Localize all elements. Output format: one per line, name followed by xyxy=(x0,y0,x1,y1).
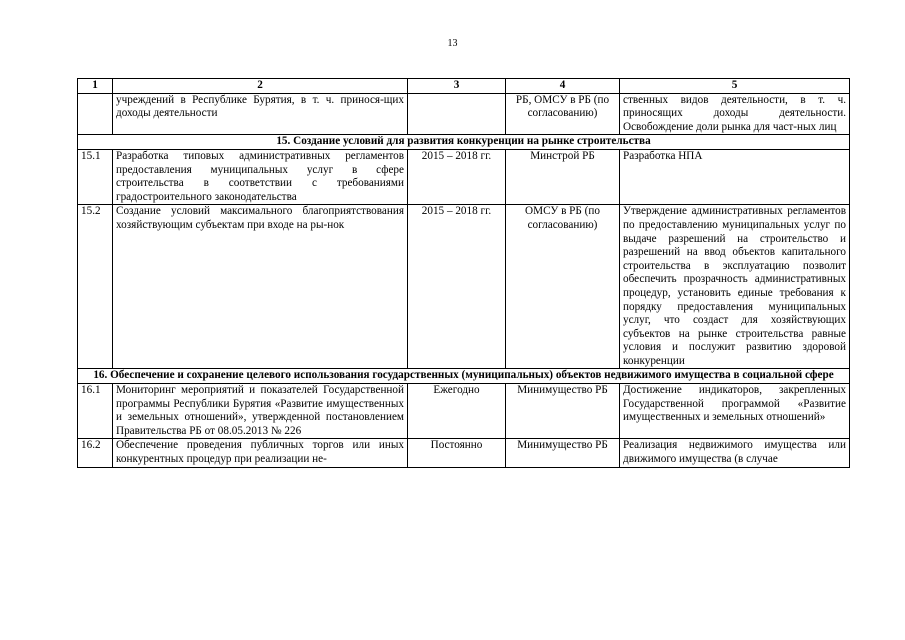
executor-cell: ОМСУ в РБ (по согласованию) xyxy=(506,205,620,369)
column-header-2: 2 xyxy=(113,79,408,94)
section-title: 16. Обеспечение и сохранение целевого использования государственных (муниципальных) объектов недвижимого имущества в социальной сфере xyxy=(78,369,850,384)
executor-cell: Минимущество РБ xyxy=(506,384,620,439)
term-cell: 2015 – 2018 гг. xyxy=(408,149,506,204)
result-cell: Разработка НПА xyxy=(620,149,850,204)
term-cell xyxy=(408,93,506,135)
action-cell: Создание условий максимального благоприятствования хозяйствующим субъектам при входе на ры-нок xyxy=(113,205,408,369)
column-header-5: 5 xyxy=(620,79,850,94)
row-number: 16.1 xyxy=(78,384,113,439)
measures-table xyxy=(77,78,850,468)
executor-cell: Минимущество РБ xyxy=(506,439,620,467)
section-row-15 xyxy=(78,135,850,150)
section-row-16 xyxy=(78,369,850,384)
page-number: 13 xyxy=(447,38,458,49)
table-header-row xyxy=(78,79,850,94)
action-cell: Мониторинг мероприятий и показателей Государственной программы Республики Бурятия «Развитие имущественных и земельных отношений», утвержденной постановлением Правительства РБ от 08.05.2013 № 226 xyxy=(113,384,408,439)
section-title: 15. Создание условий для развития конкуренции на рынке строительства xyxy=(78,135,850,150)
table-row-15-1 xyxy=(78,149,850,204)
table-row-16-2 xyxy=(78,439,850,467)
row-number: 16.2 xyxy=(78,439,113,467)
column-header-4: 4 xyxy=(506,79,620,94)
term-cell: 2015 – 2018 гг. xyxy=(408,205,506,369)
executor-cell: Минстрой РБ xyxy=(506,149,620,204)
result-cell: ственных видов деятельности, в т. ч. приносящих доходы деятельности. Освобождение доли рынка для част-ных лиц xyxy=(620,93,850,135)
column-header-1: 1 xyxy=(78,79,113,94)
executor-cell: РБ, ОМСУ в РБ (по согласованию) xyxy=(506,93,620,135)
result-cell: Реализация недвижимого имущества или движимого имущества (в случае xyxy=(620,439,850,467)
column-header-3: 3 xyxy=(408,79,506,94)
table-row-16-1 xyxy=(78,384,850,439)
action-cell: Разработка типовых административных регламентов предоставления муниципальных услуг в сфере строительства в соответствии с требованиями градостроительного законодательства xyxy=(113,149,408,204)
action-cell: Обеспечение проведения публичных торгов или иных конкурентных процедур при реализации не- xyxy=(113,439,408,467)
term-cell: Ежегодно xyxy=(408,384,506,439)
table-row-continuation xyxy=(78,93,850,135)
row-number xyxy=(78,93,113,135)
action-cell: учреждений в Республике Бурятия, в т. ч. принося-щих доходы деятельности xyxy=(113,93,408,135)
row-number: 15.2 xyxy=(78,205,113,369)
row-number: 15.1 xyxy=(78,149,113,204)
result-cell: Достижение индикаторов, закрепленных Государственной программой «Развитие имущественных и земельных отношений» xyxy=(620,384,850,439)
term-cell: Постоянно xyxy=(408,439,506,467)
table-row-15-2 xyxy=(78,205,850,369)
result-cell: Утверждение административных регламентов по предоставлению муниципальных услуг по выдаче разрешений на строительство и разрешений на ввод объектов капитального строительства в эксплуатацию позволит обеспечить прозрачность административных процедур, установить единые требования к порядку предоставления муниципальных услуг, что создаст для хозяйствующих субъектов на рынке строительства равные условия и послужит развитию здоровой конкуренции xyxy=(620,205,850,369)
